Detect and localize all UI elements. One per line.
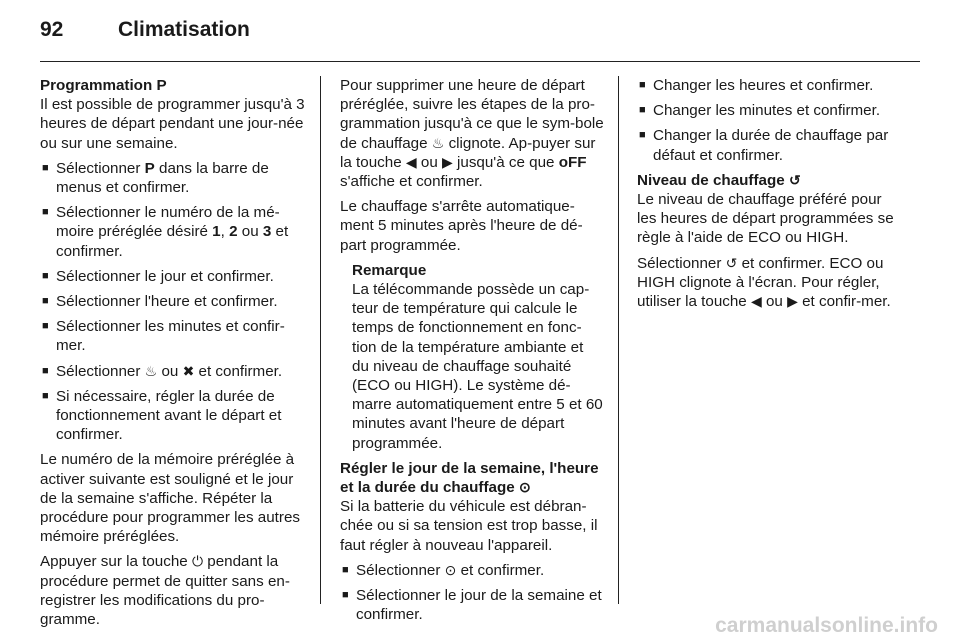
page-number: 92 (40, 18, 64, 41)
paragraph: Le numéro de la mémoire préréglée à activer suivante est souligné et le jour de la semaine s'affiche. Répéter la procédure pour programmer les autres mémoire préréglées. (40, 451, 300, 546)
note-text: La télécommande possède un cap-teur de température qui calcule le temps de fonctionnement en fonc-tion de la température ambiante et du niveau de chauffage souhaité (ECO ou HIGH). Le système dé-marre automatiquement entre 5 et 60 minutes avant l'heure de départ programmée. (352, 281, 603, 452)
bullet-icon: ■ (342, 589, 349, 602)
clock-icon: ⊙ (444, 561, 457, 578)
column-divider (618, 76, 619, 604)
page-header (40, 18, 250, 48)
bullet-icon: ■ (639, 104, 646, 117)
ventilation-icon: ✖ (182, 362, 195, 379)
bullet-icon: ■ (639, 129, 646, 142)
bullet-icon: ■ (639, 79, 646, 91)
section-heading-niveau: Niveau de chauffage ↺ (637, 171, 801, 189)
heat-level-icon: ↺ (725, 254, 738, 271)
section-heading-programmation: Programmation P (40, 77, 167, 94)
bullet-icon: ■ (342, 563, 349, 576)
heating-icon: ♨ (144, 362, 158, 379)
list-item: ■ Sélectionner le jour de la semaine et confirmer. (342, 587, 602, 624)
list-item: ■ Sélectionner les minutes et confir-mer. (42, 318, 285, 355)
list-item: ■ Sélectionner P dans la barre de menus et confirmer. (42, 159, 269, 197)
note-title: Remarque (352, 261, 427, 279)
column-2 (340, 76, 604, 630)
bullet-icon: ■ (42, 295, 49, 308)
power-icon: ⏻ (191, 553, 204, 570)
page-title: Climatisation (118, 18, 250, 41)
watermark: carmanualsonline.info (715, 614, 938, 637)
bullet-icon: ■ (42, 161, 49, 174)
bullet-icon: ■ (42, 269, 49, 282)
bullet-icon: ■ (42, 320, 49, 333)
bullet-icon: ■ (42, 364, 49, 377)
column-divider (320, 76, 321, 604)
list-item: ■ Sélectionner le jour et confirmer. (42, 267, 274, 285)
paragraph: Il est possible de programmer jusqu'à 3 heures de départ pendant une jour-née ou sur une semaine. (40, 96, 305, 152)
paragraph: Si la batterie du véhicule est débran-chée ou si sa tension est trop basse, il faut régler à nouveau l'appareil. (340, 498, 598, 554)
list-item: ■ Sélectionner l'heure et confirmer. (42, 293, 278, 311)
right-arrow-icon: ▶ (787, 293, 798, 310)
heat-level-icon: ↺ (788, 171, 801, 188)
list-item: ■ Si nécessaire, régler la durée de fonctionnement avant le départ et confirmer. (42, 387, 282, 444)
bullet-icon: ■ (42, 389, 49, 402)
paragraph: Sélectionner ↺ et confirmer. ECO ou HIGH clignote à l'écran. Pour régler, utiliser la touche ◀ ou ▶ et confir-mer. (637, 254, 891, 311)
paragraph: Le chauffage s'arrête automatique-ment 5 minutes après l'heure de dé-part programmée. (340, 198, 583, 254)
list-item: ■ Sélectionner le numéro de la mé-moire préréglée désiré 1, 2 ou 3 et confirmer. (42, 204, 289, 260)
bullet-list (637, 76, 905, 165)
column-3 (637, 76, 905, 317)
note-box (340, 261, 604, 453)
left-arrow-icon: ◀ (750, 293, 762, 310)
column-1 (40, 76, 308, 635)
left-arrow-icon: ◀ (405, 153, 417, 170)
clock-icon: ⊙ (518, 479, 531, 496)
bullet-list (340, 561, 604, 625)
list-item: ■ Sélectionner ⊙ et confirmer. (342, 561, 545, 579)
paragraph: Pour supprimer une heure de départ préréglée, suivre les étapes de la pro-grammation jusqu'à ce que le sym-bole de chauffage ♨ clignote. Ap-puyer sur la touche ◀ ou ▶ jusqu'à ce que oFF s'affiche et confirmer. (340, 77, 604, 191)
paragraph: Le niveau de chauffage préféré pour les heures de départ programmées se règle à l'aide de ECO ou HIGH. (637, 191, 894, 247)
list-item: ■ Changer la durée de chauffage par défaut et confirmer. (639, 127, 889, 164)
list-item: ■ Changer les heures et confirmer. (639, 77, 874, 94)
list-item: ■ Changer les minutes et confirmer. (639, 102, 881, 120)
right-arrow-icon: ▶ (442, 153, 453, 170)
header-rule (40, 61, 920, 62)
bullet-icon: ■ (42, 206, 49, 219)
bullet-list (40, 159, 308, 445)
heating-icon: ♨ (431, 134, 445, 151)
list-item: ■ Sélectionner ♨ ou ✖ et confirmer. (42, 362, 283, 380)
paragraph: Appuyer sur la touche ⏻ pendant la procédure permet de quitter sans en-registrer les modifications du pro-gramme. (40, 553, 290, 629)
section-heading-regler: Régler le jour de la semaine, l'heure et la durée du chauffage ⊙ (340, 459, 599, 497)
